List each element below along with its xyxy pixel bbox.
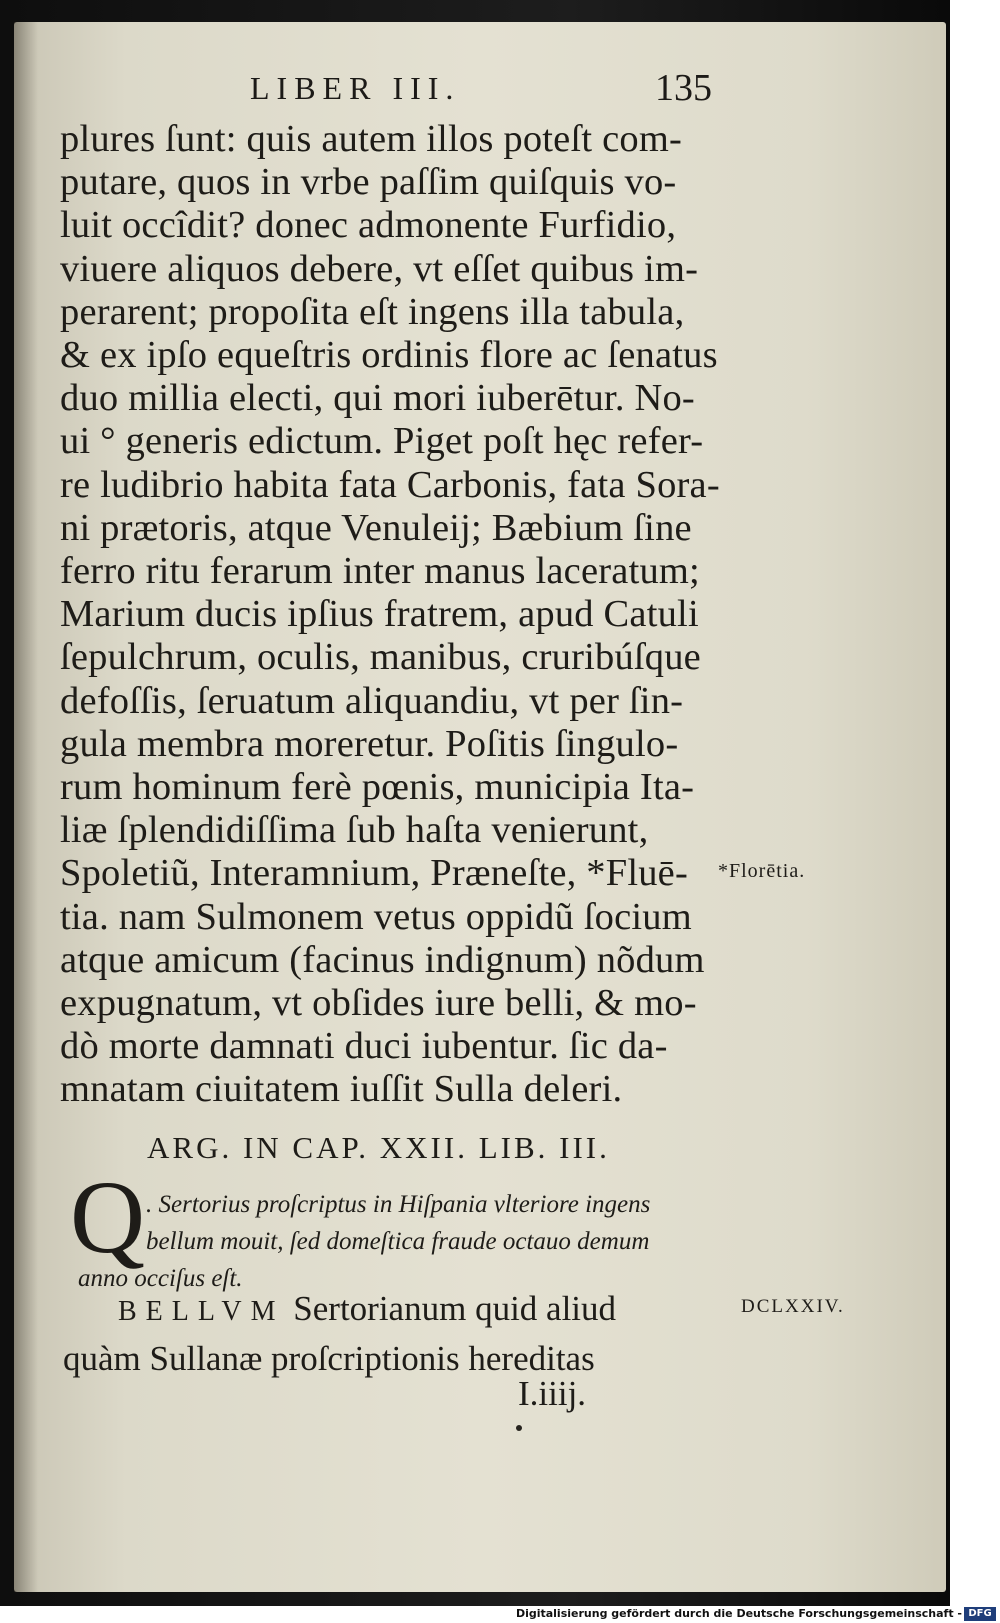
chapter-summary (78, 1186, 728, 1297)
text-line: perarent; propoſita eſt ingens illa tabula, (60, 290, 685, 333)
footer-bar (0, 1606, 1000, 1623)
text-line: ni prætoris, atque Venuleij; Bæbium ſine (60, 506, 692, 549)
chapter-line: quàm Sullanæ proſcriptionis hereditas (63, 1339, 595, 1378)
text-line: viuere aliquos debere, vt eſſet quibus im- (60, 247, 699, 290)
summary-line: . Sertorius proſcriptus in Hiſpania vlteriore ingens (146, 1191, 651, 1218)
running-head: LIBER III. (250, 70, 461, 106)
page-number: 135 (655, 67, 712, 109)
year-note: DCLXXIV. (741, 1296, 845, 1317)
summary-line: bellum mouit, ſed domeſtica fraude octauo demum (146, 1228, 650, 1255)
signature-mark: I.iiij. (518, 1374, 587, 1413)
text-line: Marium ducis ipſius fratrem, apud Catuli (60, 593, 699, 636)
marginal-note: *Florētia. (718, 860, 806, 882)
text-line: ferro ritu ferarum inter manus laceratum; (60, 550, 700, 593)
chapter-text (63, 1285, 728, 1382)
drop-cap: Q (70, 1160, 146, 1275)
text-line: liæ ſplendidiſſima ſub haſta venierunt, (60, 809, 649, 852)
text-line: Spoletiũ, Interamnium, Præneſte, *Fluē- (60, 852, 688, 895)
text-line: mnatam ciuitatem iuſſit Sulla deleri. (60, 1068, 623, 1111)
text-line: ſepulchrum, oculis, manibus, cruribúſque (60, 636, 701, 679)
text-line: rum hominum ferè pœnis, municipia Ita- (60, 766, 695, 809)
text-line: duo millia electi, qui mori iuberētur. No- (60, 377, 695, 420)
spine-shadow (14, 22, 38, 1592)
summary-line: anno occiſus eſt. (78, 1265, 243, 1292)
text-line: putare, quos in vrbe paſſim quiſquis vo- (60, 161, 677, 204)
argument-heading: ARG. IN CAP. XXII. LIB. III. (147, 1130, 610, 1165)
text-line: plures ſunt: quis autem illos poteſt com- (60, 118, 682, 160)
dfg-logo: DFG (964, 1607, 996, 1621)
chapter-line-rest: Sertorianum quid aliud (284, 1289, 617, 1328)
text-line: re ludibrio habita fata Carbonis, fata Sora- (60, 463, 720, 506)
text-line: luit occîdit? donec admonente Furfidio, (60, 204, 677, 247)
text-line: gula membra moreretur. Poſitis ſingulo- (60, 722, 679, 765)
text-line: defoſſis, ſeruatum aliquandiu, vt per ſin- (60, 679, 684, 722)
body-text (60, 118, 720, 1112)
text-line: dò morte damnati duci iubentur. ſic da- (60, 1025, 668, 1068)
text-line: atque amicum (facinus indignum) nõdum (60, 938, 705, 981)
text-line: tia. nam Sulmonem vetus oppidũ ſocium (60, 895, 692, 938)
text-line: ui ° generis edictum. Piget poſt hęc refer- (60, 420, 704, 463)
text-line: & ex ipſo equeſtris ordinis flore ac ſenatus (60, 334, 718, 377)
ink-dot (516, 1425, 522, 1431)
text-line: expugnatum, vt obſides iure belli, & mo- (60, 982, 697, 1025)
footer-credit: Digitalisierung gefördert durch die Deutsche Forschungsgemeinschaft - (515, 1607, 962, 1620)
chapter-opening-word: BELLVM (118, 1296, 285, 1327)
